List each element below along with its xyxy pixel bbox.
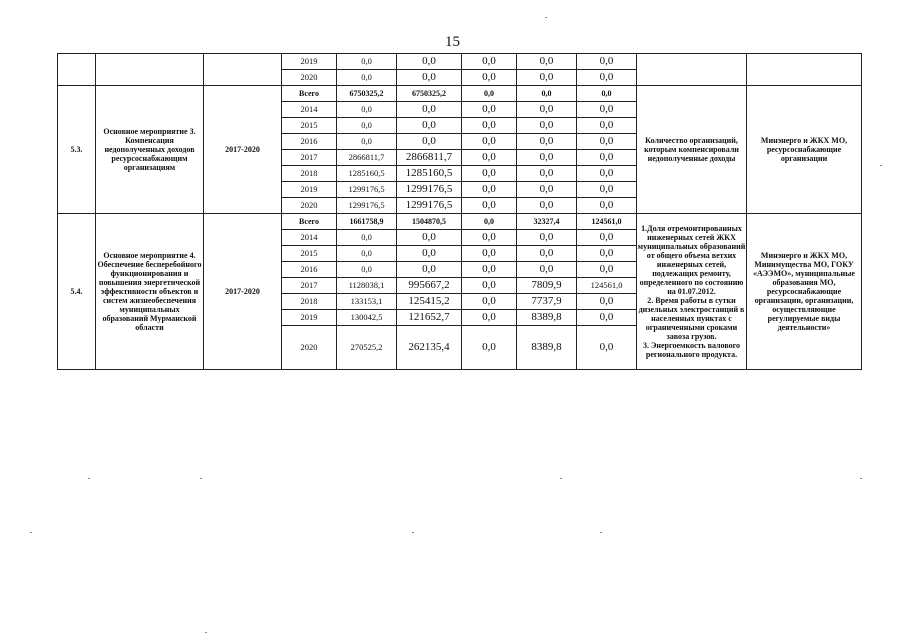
cell-local: 0,0 <box>517 102 577 118</box>
cell-other: 124561,0 <box>577 214 637 230</box>
cell-regional: 0,0 <box>397 118 462 134</box>
cell-other: 0,0 <box>577 54 637 70</box>
scan-speck <box>200 478 202 479</box>
cell-year: 2016 <box>282 134 337 150</box>
period: 2017-2020 <box>204 86 282 214</box>
cell-federal: 0,0 <box>462 54 517 70</box>
cell-local: 0,0 <box>517 150 577 166</box>
cell-regional: 1504870,5 <box>397 214 462 230</box>
cell-num <box>58 54 96 86</box>
scan-speck <box>545 17 547 18</box>
cell-other: 0,0 <box>577 86 637 102</box>
cell-regional: 1285160,5 <box>397 166 462 182</box>
cell-regional: 262135,4 <box>397 326 462 370</box>
cell-local: 0,0 <box>517 86 577 102</box>
cell-regional: 121652,7 <box>397 310 462 326</box>
period: 2017-2020 <box>204 214 282 370</box>
executor: Минэнерго и ЖКХ МО, ресурсоснабжающие организации <box>747 86 862 214</box>
cell-federal: 0,0 <box>462 150 517 166</box>
cell-other: 0,0 <box>577 70 637 86</box>
cell-local: 0,0 <box>517 262 577 278</box>
cell-other: 0,0 <box>577 230 637 246</box>
cell-regional: 1299176,5 <box>397 182 462 198</box>
cell-executor <box>747 54 862 86</box>
scan-speck <box>205 632 207 633</box>
cell-local: 0,0 <box>517 246 577 262</box>
cell-other: 0,0 <box>577 198 637 214</box>
cell-year: 2014 <box>282 102 337 118</box>
cell-federal: 0,0 <box>462 246 517 262</box>
cell-year: Всего <box>282 214 337 230</box>
scan-speck <box>30 532 32 533</box>
cell-year: 2014 <box>282 230 337 246</box>
cell-other: 0,0 <box>577 182 637 198</box>
cell-regional: 0,0 <box>397 54 462 70</box>
cell-federal: 0,0 <box>462 262 517 278</box>
cell-total: 1299176,5 <box>337 198 397 214</box>
cell-regional: 2866811,7 <box>397 150 462 166</box>
cell-local: 7737,9 <box>517 294 577 310</box>
indicator-1: 1.Доля отремонтированных инженерных сетей ЖКХ муниципальных образований от общего объема ветхих инженерных сетей, подлежащих ремонту, определенного по состоянию на 01.07.2012. <box>637 224 746 296</box>
cell-regional: 0,0 <box>397 230 462 246</box>
table-row <box>58 86 862 102</box>
cell-federal: 0,0 <box>462 70 517 86</box>
cell-federal: 0,0 <box>462 230 517 246</box>
cell-other: 0,0 <box>577 102 637 118</box>
cell-total: 133153,1 <box>337 294 397 310</box>
cell-other: 0,0 <box>577 294 637 310</box>
cell-regional: 1299176,5 <box>397 198 462 214</box>
cell-other: 0,0 <box>577 134 637 150</box>
cell-year: 2015 <box>282 118 337 134</box>
cell-federal: 0,0 <box>462 310 517 326</box>
cell-year: 2018 <box>282 294 337 310</box>
cell-local: 32327,4 <box>517 214 577 230</box>
table-row <box>58 54 862 70</box>
cell-year: 2018 <box>282 166 337 182</box>
cell-year: 2019 <box>282 182 337 198</box>
cell-local: 8389,8 <box>517 326 577 370</box>
indicator <box>637 214 747 370</box>
cell-other: 0,0 <box>577 166 637 182</box>
cell-total: 1128038,1 <box>337 278 397 294</box>
cell-total: 0,0 <box>337 54 397 70</box>
indicator-2: 2. Время работы в сутки дизельных электростанций в населенных пунктах с ограниченными сроками завоза грузов. <box>638 296 745 341</box>
scan-speck <box>880 165 882 166</box>
cell-federal: 0,0 <box>462 198 517 214</box>
cell-total: 270525,2 <box>337 326 397 370</box>
scan-speck <box>412 532 414 533</box>
cell-year: 2017 <box>282 150 337 166</box>
cell-total: 0,0 <box>337 102 397 118</box>
cell-regional: 995667,2 <box>397 278 462 294</box>
cell-regional: 0,0 <box>397 246 462 262</box>
cell-other: 124561,0 <box>577 278 637 294</box>
cell-total: 0,0 <box>337 262 397 278</box>
cell-other: 0,0 <box>577 246 637 262</box>
cell-federal: 0,0 <box>462 278 517 294</box>
cell-federal: 0,0 <box>462 86 517 102</box>
cell-year: 2017 <box>282 278 337 294</box>
cell-regional: 0,0 <box>397 262 462 278</box>
cell-federal: 0,0 <box>462 294 517 310</box>
cell-indicator <box>637 54 747 86</box>
cell-total: 130042,5 <box>337 310 397 326</box>
cell-local: 0,0 <box>517 182 577 198</box>
cell-period <box>204 54 282 86</box>
cell-year: 2019 <box>282 54 337 70</box>
cell-year: 2020 <box>282 326 337 370</box>
cell-regional: 0,0 <box>397 70 462 86</box>
cell-year: 2015 <box>282 246 337 262</box>
cell-year: Всего <box>282 86 337 102</box>
cell-title <box>96 54 204 86</box>
cell-local: 0,0 <box>517 54 577 70</box>
cell-total: 1661758,9 <box>337 214 397 230</box>
indicator: Количество организаций, которым компенсировали недополученные доходы <box>637 86 747 214</box>
page-number: 15 <box>445 34 460 50</box>
cell-federal: 0,0 <box>462 214 517 230</box>
cell-regional: 125415,2 <box>397 294 462 310</box>
cell-year: 2019 <box>282 310 337 326</box>
cell-local: 0,0 <box>517 230 577 246</box>
cell-regional: 6750325,2 <box>397 86 462 102</box>
cell-other: 0,0 <box>577 150 637 166</box>
cell-year: 2020 <box>282 70 337 86</box>
scan-speck <box>560 478 562 479</box>
cell-total: 1299176,5 <box>337 182 397 198</box>
cell-local: 8389,8 <box>517 310 577 326</box>
cell-year: 2020 <box>282 198 337 214</box>
cell-local: 0,0 <box>517 70 577 86</box>
cell-federal: 0,0 <box>462 326 517 370</box>
cell-local: 0,0 <box>517 198 577 214</box>
scan-speck <box>860 478 862 479</box>
cell-local: 0,0 <box>517 118 577 134</box>
cell-total: 0,0 <box>337 70 397 86</box>
cell-federal: 0,0 <box>462 134 517 150</box>
measure-title: Основное мероприятие 3. Компенсация недополученных доходов ресурсоснабжающим организациям <box>96 86 204 214</box>
cell-total: 2866811,7 <box>337 150 397 166</box>
row-number: 5.3. <box>58 86 96 214</box>
cell-federal: 0,0 <box>462 166 517 182</box>
measure-title: Основное мероприятие 4. Обеспечение бесперебойного функционирования и повышения энергетической эффективности объектов и систем жизнеобеспечения муниципальных образований Мурманской области <box>96 214 204 370</box>
program-table <box>57 53 862 370</box>
cell-local: 7809,9 <box>517 278 577 294</box>
cell-year: 2016 <box>282 262 337 278</box>
cell-total: 0,0 <box>337 246 397 262</box>
indicator-3: 3. Энергоемкость валового регионального продукта. <box>642 341 741 359</box>
cell-federal: 0,0 <box>462 182 517 198</box>
scan-speck <box>600 532 602 533</box>
cell-other: 0,0 <box>577 310 637 326</box>
scan-speck <box>88 478 90 479</box>
cell-local: 0,0 <box>517 134 577 150</box>
cell-other: 0,0 <box>577 262 637 278</box>
cell-other: 0,0 <box>577 118 637 134</box>
cell-federal: 0,0 <box>462 118 517 134</box>
row-number: 5.4. <box>58 214 96 370</box>
cell-local: 0,0 <box>517 166 577 182</box>
cell-total: 0,0 <box>337 134 397 150</box>
cell-regional: 0,0 <box>397 134 462 150</box>
executor: Минэнерго и ЖКХ МО, Минимущества МО, ГОКУ «АЭЭМО», муниципальные образования МО, ресурсоснабжающие организации, организации, осуществляющие регулируемые виды деятельности» <box>747 214 862 370</box>
cell-total: 0,0 <box>337 118 397 134</box>
cell-regional: 0,0 <box>397 102 462 118</box>
cell-other: 0,0 <box>577 326 637 370</box>
table-row <box>58 214 862 230</box>
cell-total: 1285160,5 <box>337 166 397 182</box>
cell-federal: 0,0 <box>462 102 517 118</box>
cell-total: 0,0 <box>337 230 397 246</box>
cell-total: 6750325,2 <box>337 86 397 102</box>
